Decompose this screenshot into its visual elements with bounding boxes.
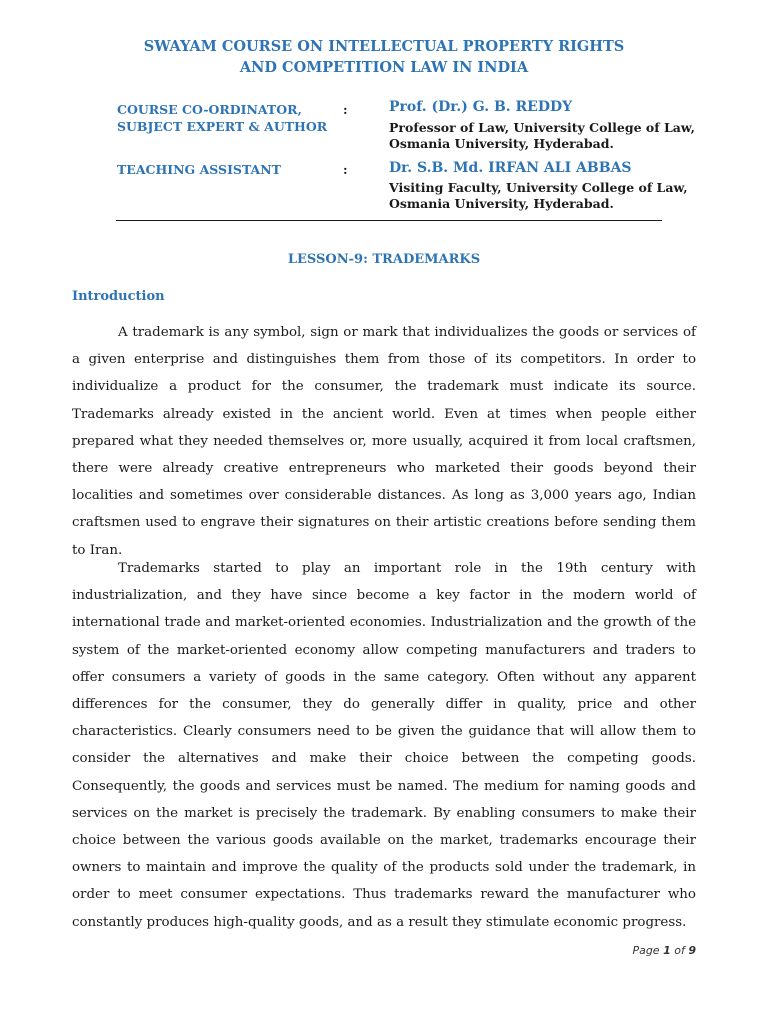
coordinator-affiliation-line2: Osmania University, Hyderabad. <box>389 136 614 151</box>
assistant-affiliation-line2: Osmania University, Hyderabad. <box>389 196 614 211</box>
document-title-line2: AND COMPETITION LAW IN INDIA <box>239 59 529 76</box>
page-word: Page <box>632 944 660 957</box>
body-paragraph-2: Trademarks started to play an important role in the 19th century with industrialization, and they have since become a key factor in the modern world of international trade and market-oriented economies. Industrialization and the growth of the system of the market-oriented economy allow competing manufacturers and traders to offer consumers a variety of goods in the same category. Often without any apparent differences for the consumer, they do generally differ in quality, price and other characteristics. Clearly consumers need to be given the guidance that will allow them to consider the alternatives and make their choice between the competing goods. Consequently, the goods and services must be named. The medium for naming goods and services on the market is precisely the trademark. By enabling consumers to make their choice between the various goods available on the market, trademarks encourage their owners to maintain and improve the quality of the products sold under the trademark, in order to meet consumer expectations. Thus trademarks reward the manufacturer who constantly produces high-quality goods, and as a result they stimulate economic progress. <box>72 561 696 930</box>
section-heading: Introduction <box>72 289 165 304</box>
coordinator-name: Prof. (Dr.) G. B. REDDY <box>389 99 573 115</box>
coordinator-affiliation-line1: Professor of Law, University College of Law, <box>389 120 695 135</box>
assistant-separator: : <box>343 162 348 177</box>
header-divider <box>116 220 662 221</box>
current-page-number: 1 <box>663 944 671 957</box>
body-paragraph-1: A trademark is any symbol, sign or mark that individualizes the goods or services of a given enterprise and distinguishes them from those of its competitors. In order to individualize a product for the consumer, the trademark must indicate its source. Trademarks already existed in the ancient world. Even at times when people either prepared what they needed themselves or, more usually, acquired it from local craftsmen, there were already creative entrepreneurs who marketed their goods beyond their localities and sometimes over considerable distances. As long as 3,000 years ago, Indian craftsmen used to engrave their signatures on their artistic creations before sending them to Iran. <box>72 325 696 558</box>
coordinator-label-line1: COURSE CO-ORDINATOR, <box>117 102 302 117</box>
total-pages-number: 9 <box>688 944 696 957</box>
page-number <box>632 944 696 958</box>
coordinator-separator: : <box>343 102 348 117</box>
assistant-name: Dr. S.B. Md. IRFAN ALI ABBAS <box>389 160 632 176</box>
assistant-affiliation-line1: Visiting Faculty, University College of Law, <box>389 180 688 195</box>
assistant-label: TEACHING ASSISTANT <box>117 162 281 177</box>
document-title-line1: SWAYAM COURSE ON INTELLECTUAL PROPERTY RIGHTS <box>143 38 625 55</box>
lesson-title: LESSON-9: TRADEMARKS <box>287 252 481 267</box>
of-word: of <box>674 944 685 957</box>
coordinator-label-line2: SUBJECT EXPERT & AUTHOR <box>117 119 328 134</box>
